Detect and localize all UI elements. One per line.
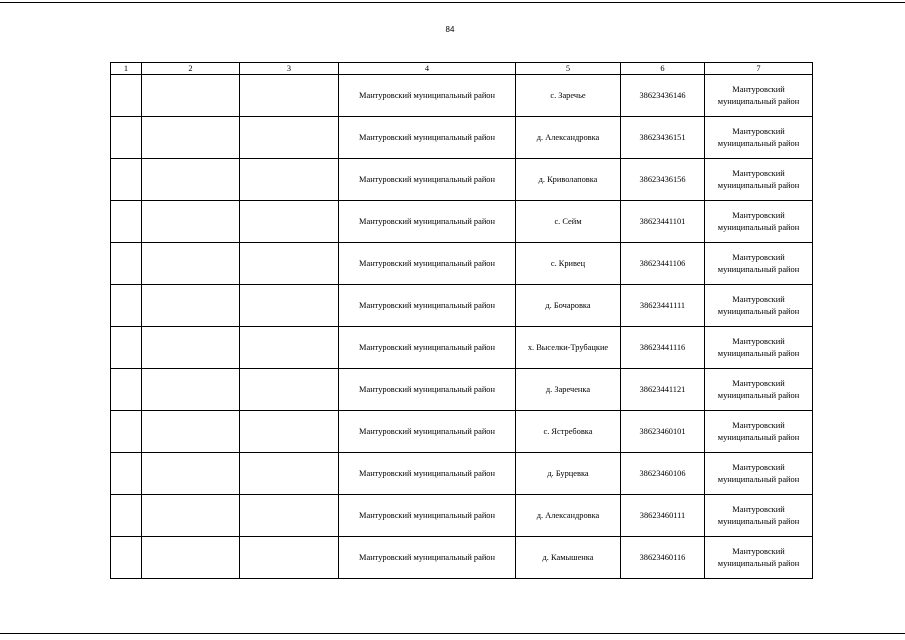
settlement-cell: с. Ястребовка bbox=[516, 411, 621, 453]
cell-col-3 bbox=[240, 495, 339, 537]
district-cell: Мантуровский муниципальный район bbox=[339, 243, 516, 285]
table-row bbox=[111, 159, 813, 201]
oktmo-code-cell: 38623460116 bbox=[621, 537, 705, 579]
region-line-2: муниципальный район bbox=[717, 390, 800, 400]
region-line-1: Мантуровский bbox=[732, 420, 785, 430]
region-line-1: Мантуровский bbox=[732, 462, 785, 472]
cell-col-1 bbox=[111, 159, 142, 201]
cell-col-2 bbox=[142, 327, 240, 369]
region-line-2: муниципальный район bbox=[717, 138, 800, 148]
settlement-cell: д. Криволаповка bbox=[516, 159, 621, 201]
cell-col-2 bbox=[142, 243, 240, 285]
district-cell: Мантуровский муниципальный район bbox=[339, 75, 516, 117]
region-cell bbox=[705, 453, 813, 495]
cell-col-2 bbox=[142, 117, 240, 159]
settlement-cell: х. Выселки-Трубацкие bbox=[516, 327, 621, 369]
settlement-cell: с. Заречье bbox=[516, 75, 621, 117]
cell-col-1 bbox=[111, 285, 142, 327]
column-number: 6 bbox=[621, 63, 705, 75]
cell-col-2 bbox=[142, 411, 240, 453]
oktmo-code-cell: 38623441111 bbox=[621, 285, 705, 327]
table-row bbox=[111, 537, 813, 579]
table-row bbox=[111, 243, 813, 285]
settlement-cell: с. Кривец bbox=[516, 243, 621, 285]
oktmo-code-cell: 38623441121 bbox=[621, 369, 705, 411]
district-cell: Мантуровский муниципальный район bbox=[339, 495, 516, 537]
region-cell bbox=[705, 243, 813, 285]
cell-col-3 bbox=[240, 159, 339, 201]
region-cell bbox=[705, 537, 813, 579]
region-line-1: Мантуровский bbox=[732, 294, 785, 304]
cell-col-3 bbox=[240, 411, 339, 453]
cell-col-1 bbox=[111, 75, 142, 117]
cell-col-3 bbox=[240, 201, 339, 243]
page-number: 84 bbox=[445, 25, 455, 34]
district-cell: Мантуровский муниципальный район bbox=[339, 327, 516, 369]
cell-col-1 bbox=[111, 411, 142, 453]
table-row bbox=[111, 327, 813, 369]
cell-col-3 bbox=[240, 243, 339, 285]
settlement-cell: д. Зареченка bbox=[516, 369, 621, 411]
page-bottom-rule bbox=[0, 633, 905, 634]
column-number: 1 bbox=[111, 63, 142, 75]
cell-col-2 bbox=[142, 369, 240, 411]
cell-col-3 bbox=[240, 75, 339, 117]
oktmo-code-cell: 38623441106 bbox=[621, 243, 705, 285]
table-row bbox=[111, 495, 813, 537]
cell-col-1 bbox=[111, 495, 142, 537]
district-cell: Мантуровский муниципальный район bbox=[339, 411, 516, 453]
region-line-1: Мантуровский bbox=[732, 504, 785, 514]
table-row bbox=[111, 201, 813, 243]
table-row bbox=[111, 369, 813, 411]
oktmo-code-cell: 38623436146 bbox=[621, 75, 705, 117]
region-cell bbox=[705, 495, 813, 537]
cell-col-3 bbox=[240, 327, 339, 369]
region-line-2: муниципальный район bbox=[717, 96, 800, 106]
region-line-2: муниципальный район bbox=[717, 348, 800, 358]
cell-col-2 bbox=[142, 453, 240, 495]
region-line-1: Мантуровский bbox=[732, 378, 785, 388]
settlement-cell: с. Сейм bbox=[516, 201, 621, 243]
column-number: 2 bbox=[142, 63, 240, 75]
settlement-cell: д. Александровка bbox=[516, 495, 621, 537]
region-cell bbox=[705, 117, 813, 159]
oktmo-code-cell: 38623460101 bbox=[621, 411, 705, 453]
region-line-2: муниципальный район bbox=[717, 432, 800, 442]
region-line-1: Мантуровский bbox=[732, 84, 785, 94]
region-line-1: Мантуровский bbox=[732, 126, 785, 136]
cell-col-1 bbox=[111, 117, 142, 159]
table-row bbox=[111, 453, 813, 495]
region-line-2: муниципальный район bbox=[717, 516, 800, 526]
region-cell bbox=[705, 159, 813, 201]
region-line-1: Мантуровский bbox=[732, 210, 785, 220]
cell-col-1 bbox=[111, 369, 142, 411]
region-cell bbox=[705, 411, 813, 453]
region-line-2: муниципальный район bbox=[717, 222, 800, 232]
table-row bbox=[111, 75, 813, 117]
settlements-table bbox=[110, 62, 813, 579]
cell-col-2 bbox=[142, 201, 240, 243]
oktmo-code-cell: 38623460111 bbox=[621, 495, 705, 537]
region-cell bbox=[705, 369, 813, 411]
cell-col-3 bbox=[240, 537, 339, 579]
cell-col-1 bbox=[111, 327, 142, 369]
cell-col-2 bbox=[142, 285, 240, 327]
region-line-2: муниципальный район bbox=[717, 264, 800, 274]
region-line-2: муниципальный район bbox=[717, 306, 800, 316]
cell-col-3 bbox=[240, 117, 339, 159]
region-line-1: Мантуровский bbox=[732, 336, 785, 346]
oktmo-code-cell: 38623441101 bbox=[621, 201, 705, 243]
table-row bbox=[111, 411, 813, 453]
district-cell: Мантуровский муниципальный район bbox=[339, 159, 516, 201]
settlement-cell: д. Бурцевка bbox=[516, 453, 621, 495]
region-line-1: Мантуровский bbox=[732, 546, 785, 556]
region-cell bbox=[705, 201, 813, 243]
cell-col-3 bbox=[240, 285, 339, 327]
district-cell: Мантуровский муниципальный район bbox=[339, 201, 516, 243]
column-number: 7 bbox=[705, 63, 813, 75]
district-cell: Мантуровский муниципальный район bbox=[339, 117, 516, 159]
district-cell: Мантуровский муниципальный район bbox=[339, 453, 516, 495]
district-cell: Мантуровский муниципальный район bbox=[339, 369, 516, 411]
oktmo-code-cell: 38623441116 bbox=[621, 327, 705, 369]
cell-col-1 bbox=[111, 453, 142, 495]
column-number: 4 bbox=[339, 63, 516, 75]
column-number: 5 bbox=[516, 63, 621, 75]
region-cell bbox=[705, 327, 813, 369]
cell-col-3 bbox=[240, 453, 339, 495]
cell-col-2 bbox=[142, 495, 240, 537]
cell-col-1 bbox=[111, 537, 142, 579]
district-cell: Мантуровский муниципальный район bbox=[339, 285, 516, 327]
page-top-rule bbox=[0, 2, 905, 3]
region-line-2: муниципальный район bbox=[717, 180, 800, 190]
oktmo-code-cell: 38623436156 bbox=[621, 159, 705, 201]
settlement-cell: д. Бочаровка bbox=[516, 285, 621, 327]
column-number: 3 bbox=[240, 63, 339, 75]
cell-col-2 bbox=[142, 159, 240, 201]
region-line-1: Мантуровский bbox=[732, 168, 785, 178]
table-row bbox=[111, 285, 813, 327]
table-row bbox=[111, 117, 813, 159]
region-cell bbox=[705, 75, 813, 117]
oktmo-code-cell: 38623460106 bbox=[621, 453, 705, 495]
cell-col-1 bbox=[111, 201, 142, 243]
cell-col-3 bbox=[240, 369, 339, 411]
region-cell bbox=[705, 285, 813, 327]
settlement-cell: д. Александровка bbox=[516, 117, 621, 159]
cell-col-2 bbox=[142, 75, 240, 117]
district-cell: Мантуровский муниципальный район bbox=[339, 537, 516, 579]
cell-col-1 bbox=[111, 243, 142, 285]
column-number-row bbox=[111, 63, 813, 75]
region-line-2: муниципальный район bbox=[717, 474, 800, 484]
cell-col-2 bbox=[142, 537, 240, 579]
oktmo-code-cell: 38623436151 bbox=[621, 117, 705, 159]
region-line-2: муниципальный район bbox=[717, 558, 800, 568]
region-line-1: Мантуровский bbox=[732, 252, 785, 262]
settlement-cell: д. Камышенка bbox=[516, 537, 621, 579]
